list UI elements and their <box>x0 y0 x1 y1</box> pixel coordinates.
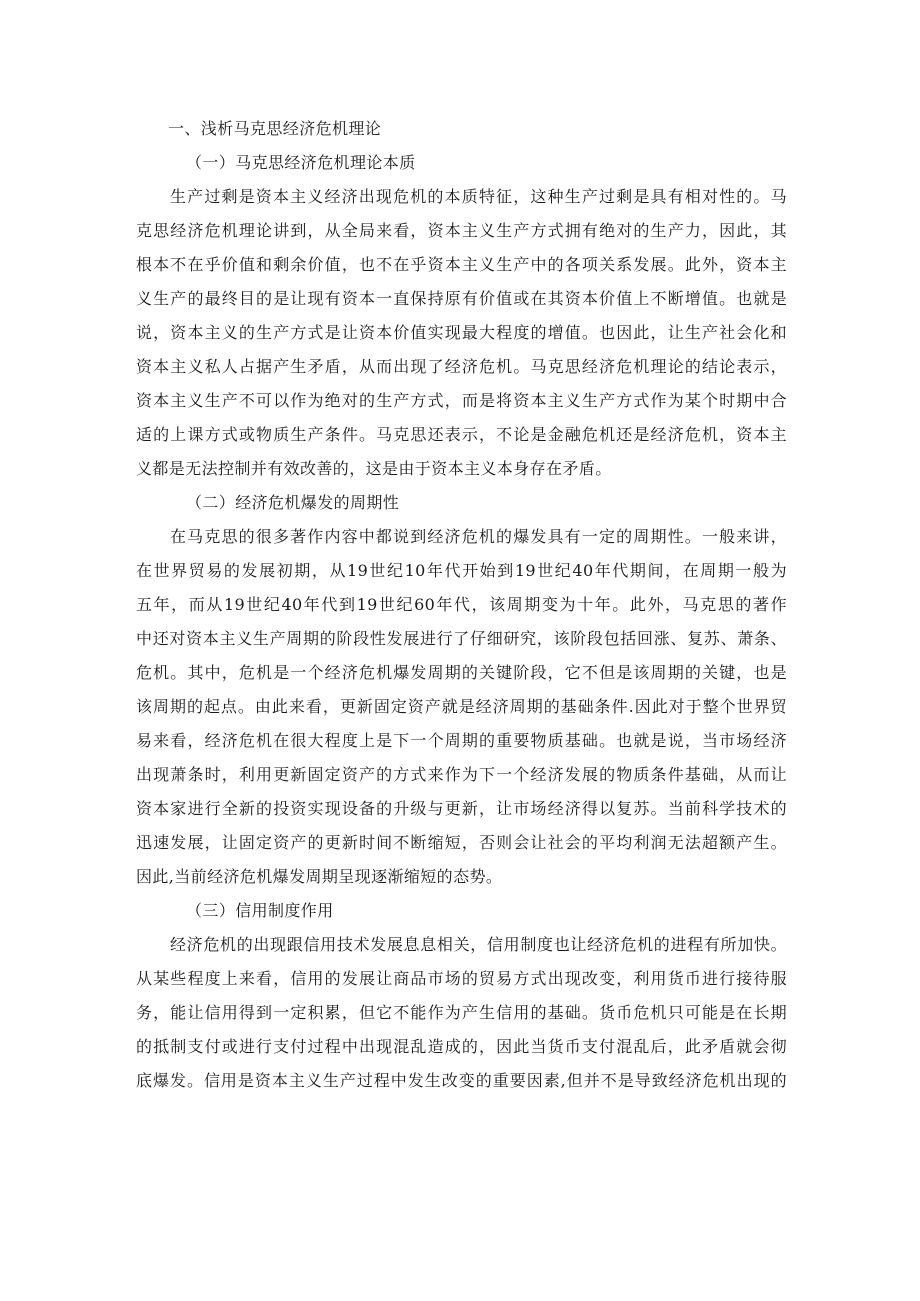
paragraph-line: 资本家进行全新的投资实现设备的升级与更新，让市场经济得以复苏。当前科学技术的 <box>136 799 787 818</box>
subsection-heading: （三）信用制度作用 <box>186 901 334 920</box>
paragraph-line: 因此,当前经济危机爆发周期呈现逐渐缩短的态势。 <box>136 867 503 886</box>
paragraph-line: 义都是无法控制并有效改善的，这是由于资本主义本身存在矛盾。 <box>136 459 612 478</box>
paragraph-line: 生产过剩是资本主义经济出现危机的本质特征，这种生产过剩是具有相对性的。马 <box>170 187 787 206</box>
paragraph-line: 经济危机的出现跟信用技术发展息息相关，信用制度也让经济危机的进程有所加快。 <box>170 935 787 954</box>
paragraph-line: 务，能让信用得到一定积累，但它不能作为产生信用的基础。货币危机只可能是在长期 <box>136 1003 787 1022</box>
paragraph-line: 资本主义私人占据产生矛盾，从而出现了经济危机。马克思经济危机理论的结论表示， <box>136 357 787 376</box>
paragraph-line: 在世界贸易的发展初期，从19世纪10年代开始到19世纪40年代期间，在周期一般为 <box>136 561 787 580</box>
paragraph-line: 迅速发展，让固定资产的更新时间不断缩短，否则会让社会的平均利润无法超额产生。 <box>136 833 787 852</box>
subsection-heading: （一）马克思经济危机理论本质 <box>186 153 416 172</box>
paragraph-line: 该周期的起点。由此来看，更新固定资产就是经济周期的基础条件.因此对于整个世界贸 <box>136 697 787 716</box>
paragraph-line: 根本不在乎价值和剩余价值，也不在乎资本主义生产中的各项关系发展。此外，资本主 <box>136 255 787 274</box>
paragraph-line: 在马克思的很多著作内容中都说到经济危机的爆发具有一定的周期性。一般来讲， <box>170 527 787 546</box>
paragraph-line: 适的上课方式或物质生产条件。马克思还表示，不论是金融危机还是经济危机，资本主 <box>136 425 787 444</box>
paragraph-line: 中还对资本主义生产周期的阶段性发展进行了仔细研究，该阶段包括回涨、复苏、萧条、 <box>136 629 787 648</box>
section-heading: 一、浅析马克思经济危机理论 <box>168 119 382 138</box>
paragraph-line: 危机。其中，危机是一个经济危机爆发周期的关键阶段，它不但是该周期的关键，也是 <box>136 663 787 682</box>
paragraph-line: 资本主义生产不可以作为绝对的生产方式，而是将资本主义生产方式作为某个时期中合 <box>136 391 787 410</box>
paragraph-line: 说，资本主义的生产方式是让资本价值实现最大程度的增值。也因此，让生产社会化和 <box>136 323 787 342</box>
paragraph-line: 出现萧条时，利用更新固定资产的方式来作为下一个经济发展的物质条件基础，从而让 <box>136 765 787 784</box>
paragraph-line: 易来看，经济危机在很大程度上是下一个周期的重要物质基础。也就是说，当市场经济 <box>136 731 787 750</box>
subsection-heading: （二）经济危机爆发的周期性 <box>186 493 400 512</box>
paragraph-line: 从某些程度上来看，信用的发展让商品市场的贸易方式出现改变，利用货币进行接待服 <box>136 969 787 988</box>
paragraph-line: 的抵制支付或进行支付过程中出现混乱造成的，因此当货币支付混乱后，此矛盾就会彻 <box>136 1037 787 1056</box>
paragraph-line: 底爆发。信用是资本主义生产过程中发生改变的重要因素,但并不是导致经济危机出现的 <box>136 1071 787 1090</box>
paragraph-line: 五年，而从19世纪40年代到19世纪60年代，该周期变为十年。此外，马克思的著作 <box>136 595 787 614</box>
paragraph-line: 义生产的最终目的是让现有资本一直保持原有价值或在其资本价值上不断增值。也就是 <box>136 289 787 308</box>
paragraph-line: 克思经济危机理论讲到，从全局来看，资本主义生产方式拥有绝对的生产力，因此，其 <box>136 221 787 240</box>
